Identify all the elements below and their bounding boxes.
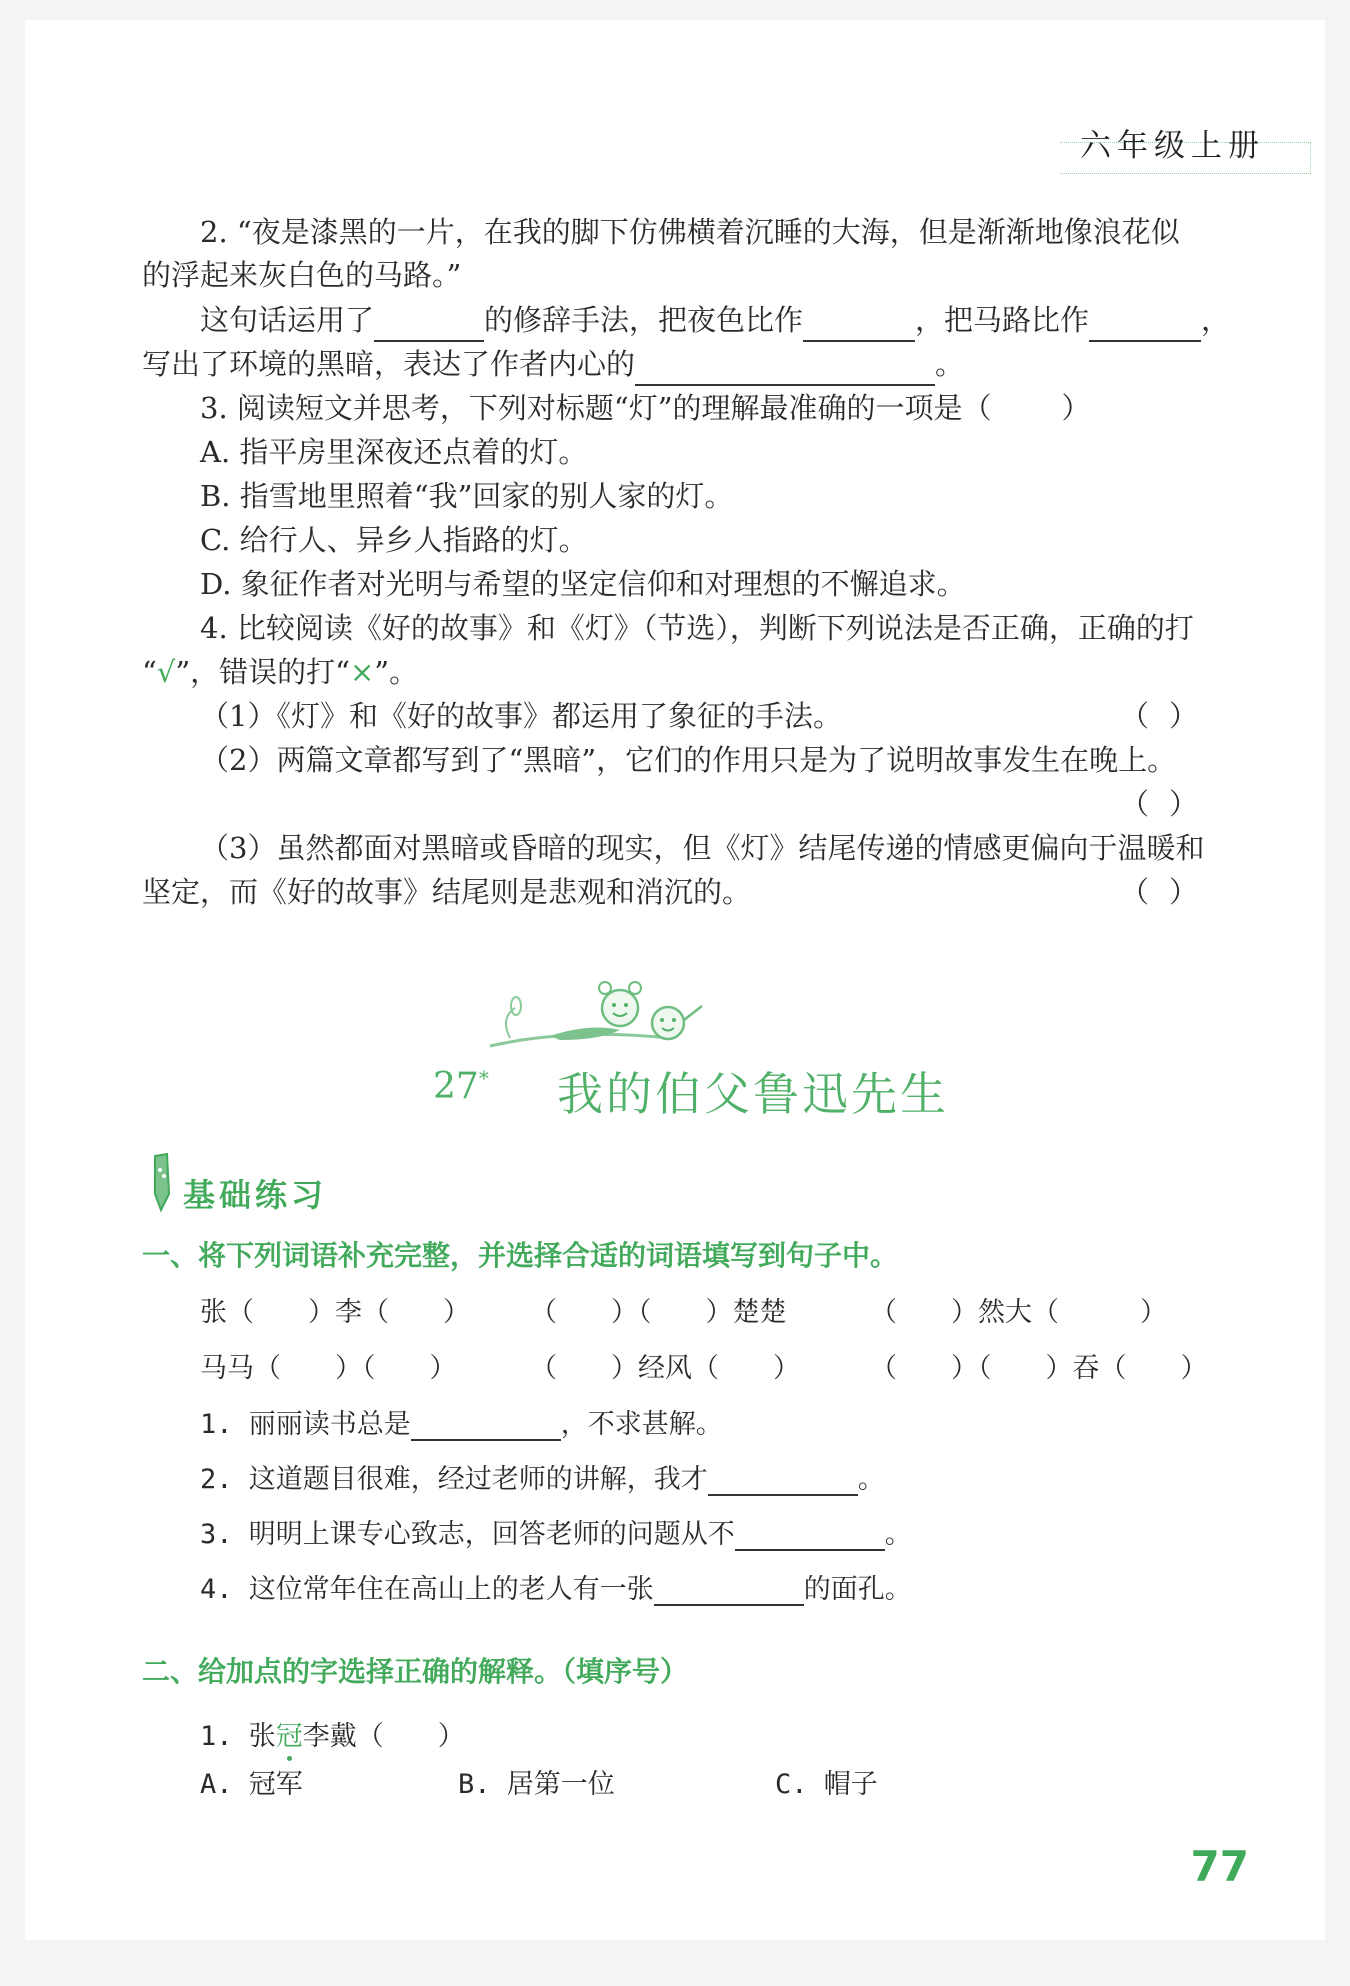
idiom-5[interactable]: （ ）经风（ ） bbox=[530, 1353, 800, 1384]
grade-label: 六年级上册 bbox=[1080, 128, 1265, 164]
idiom-3[interactable]: （ ）然大（ ） bbox=[870, 1297, 1167, 1328]
p2-option-b: B. 居第一位 bbox=[458, 1769, 615, 1800]
paren-close: ） bbox=[1169, 787, 1199, 821]
fill-sentence-4 bbox=[200, 1567, 912, 1606]
lesson-number bbox=[433, 1066, 489, 1107]
lesson-title: 我的伯父鲁迅先生 bbox=[557, 1067, 949, 1121]
q2-blank-feeling[interactable] bbox=[635, 352, 935, 386]
fill-2-blank[interactable] bbox=[708, 1462, 858, 1496]
p2-q1-text-b[interactable]: 李戴（ ） bbox=[302, 1721, 465, 1752]
q2-blank-rhetoric[interactable] bbox=[374, 308, 484, 342]
q3-close: ） bbox=[1061, 391, 1091, 425]
q2-text-a: 这句话运用了 bbox=[200, 303, 375, 337]
fill-1-blank[interactable] bbox=[411, 1407, 561, 1441]
q4-text-a: “ bbox=[142, 655, 157, 689]
q3-stem bbox=[200, 386, 1091, 430]
workbook-page bbox=[25, 20, 1325, 1940]
fill-1-text-b: ，不求甚解。 bbox=[560, 1409, 723, 1440]
q4-line2 bbox=[142, 650, 418, 694]
paren-open: （ bbox=[1120, 699, 1150, 733]
fill-3-text-b: 。 bbox=[884, 1519, 912, 1550]
fill-sentence-2 bbox=[200, 1457, 885, 1496]
dotted-character: 冠 bbox=[276, 1714, 303, 1753]
q4-answer-1[interactable] bbox=[1120, 694, 1198, 738]
fill-2-text-a: 2. 这道题目很难，经过老师的讲解，我才 bbox=[200, 1464, 708, 1495]
q4-statement-3-line2: 坚定，而《好的故事》结尾则是悲观和消沉的。 bbox=[142, 875, 752, 909]
q3-option-d: D. 象征作者对光明与希望的坚定信仰和对理想的不懈追求。 bbox=[200, 567, 966, 601]
q2-text-f: 。 bbox=[935, 347, 965, 381]
part2-question-1 bbox=[200, 1714, 465, 1753]
fill-3-text-a: 3. 明明上课专心致志，回答老师的问题从不 bbox=[200, 1519, 735, 1550]
p2-option-a: A. 冠军 bbox=[200, 1769, 303, 1800]
fill-sentence-1 bbox=[200, 1402, 723, 1441]
page-number: 77 bbox=[1190, 1842, 1249, 1891]
q2-line2: 的浮起来灰白色的马路。” bbox=[142, 258, 462, 292]
p2-q1-text-a: 1. 张 bbox=[200, 1721, 276, 1752]
idiom-6[interactable]: （ ）（ ）吞（ ） bbox=[870, 1353, 1208, 1384]
fill-2-text-b: 。 bbox=[857, 1464, 885, 1495]
q3-option-c: C. 给行人、异乡人指路的灯。 bbox=[200, 523, 588, 557]
fill-1-text-a: 1. 丽丽读书总是 bbox=[200, 1409, 411, 1440]
q2-line1: 2. “夜是漆黑的一片，在我的脚下仿佛横着沉睡的大海，但是渐渐地像浪花似 bbox=[200, 215, 1180, 249]
part2-title: 二、给加点的字选择正确的解释。（填序号） bbox=[142, 1655, 689, 1688]
q2-text-c: ，把马路比作 bbox=[915, 303, 1090, 337]
paren-close: ） bbox=[1169, 699, 1199, 733]
q3-option-a: A. 指平房里深夜还点着的灯。 bbox=[200, 435, 588, 469]
fill-sentence-3 bbox=[200, 1512, 912, 1551]
q4-text-c: ”。 bbox=[374, 655, 419, 689]
q2-fill-line2 bbox=[142, 342, 964, 386]
q4-statement-2: （2）两篇文章都写到了“黑暗”，它们的作用只是为了说明故事发生在晚上。 bbox=[200, 743, 1177, 777]
q2-text-b: 的修辞手法，把夜色比作 bbox=[484, 303, 804, 337]
paren-open: （ bbox=[1120, 787, 1150, 821]
idiom-4[interactable]: 马马（ ）（ ） bbox=[200, 1353, 457, 1384]
fill-4-text-a: 4. 这位常年住在高山上的老人有一张 bbox=[200, 1574, 654, 1605]
q4-statement-3-line1: （3）虽然都面对黑暗或昏暗的现实，但《灯》结尾传递的情感更偏向于温暖和 bbox=[200, 831, 1205, 865]
lesson-number-value: 27 bbox=[433, 1066, 479, 1107]
q2-text-d: ， bbox=[1201, 303, 1231, 337]
fill-3-blank[interactable] bbox=[735, 1517, 885, 1551]
p2-option-c: C. 帽子 bbox=[775, 1769, 878, 1800]
q2-blank-road[interactable] bbox=[1089, 308, 1201, 342]
q2-blank-night[interactable] bbox=[803, 308, 915, 342]
idiom-1[interactable]: 张（ ）李（ ） bbox=[200, 1297, 470, 1328]
q4-line1: 4. 比较阅读《好的故事》和《灯》（节选），判断下列说法是否正确，正确的打 bbox=[200, 611, 1194, 645]
part1-title: 一、将下列词语补充完整，并选择合适的词语填写到句子中。 bbox=[142, 1239, 899, 1272]
cross-mark-icon: × bbox=[349, 655, 375, 689]
idiom-2[interactable]: （ ）（ ）楚楚 bbox=[530, 1297, 787, 1328]
fill-4-text-b: 的面孔。 bbox=[803, 1574, 912, 1605]
q2-text-e: 写出了环境的黑暗，表达了作者内心的 bbox=[142, 347, 636, 381]
q3-option-b: B. 指雪地里照着“我”回家的别人家的灯。 bbox=[200, 479, 734, 513]
q3-text: 3. 阅读短文并思考，下列对标题“灯”的理解最准确的一项是（ bbox=[200, 391, 992, 425]
check-mark-icon: √ bbox=[156, 655, 176, 689]
kids-decoration-icon bbox=[480, 968, 740, 1058]
q4-statement-1: （1）《灯》和《好的故事》都运用了象征的手法。 bbox=[200, 699, 842, 733]
fill-4-blank[interactable] bbox=[654, 1572, 804, 1606]
lesson-star: * bbox=[478, 1066, 489, 1090]
q4-answer-2[interactable] bbox=[1120, 782, 1198, 826]
paren-close: ） bbox=[1169, 875, 1199, 909]
q4-answer-3[interactable] bbox=[1120, 870, 1198, 914]
pencil-icon bbox=[145, 1150, 179, 1214]
paren-open: （ bbox=[1120, 875, 1150, 909]
q2-fill-line1 bbox=[200, 298, 1230, 342]
q4-text-b: ”，错误的打“ bbox=[175, 655, 350, 689]
basic-practice-title: 基础练习 bbox=[183, 1176, 328, 1214]
